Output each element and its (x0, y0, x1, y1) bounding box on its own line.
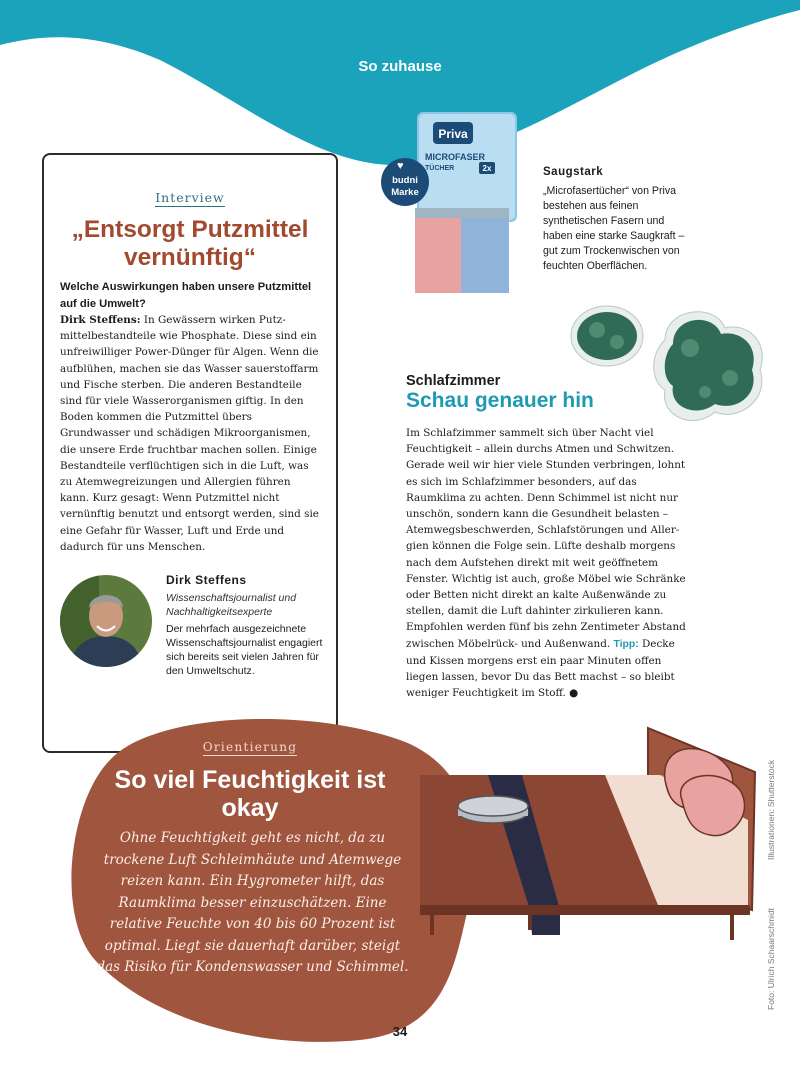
orientation-kicker: Orientierung (202, 740, 298, 754)
interview-headline: „Entsorgt Putzmittel vernünftig“ (71, 216, 309, 271)
answer-speaker: Dirk Steffens: (60, 314, 141, 326)
interview-kicker: Interview (155, 190, 225, 205)
package-count: 2x (482, 164, 492, 173)
product-text: „Microfasertücher“ von Priva bestehen aus feinen synthetischen Fasern und haben eine starke Saugkraft – gut zum Trockenwischen von feuchten Oberflächen. (543, 185, 685, 272)
interview-question: Welche Auswirkungen haben unsere Putzmittel auf die Umwelt? (60, 281, 312, 310)
bedroom-headline: Schau genauer hin (406, 389, 594, 412)
product-title: Saugstark (543, 166, 604, 178)
photo-credit: Foto: Ulrich Schaarschmidt (766, 907, 776, 1010)
section-label: So zuhause (358, 58, 442, 75)
illustration-credit: Illustrationen: Shutterstock (766, 759, 776, 860)
bed-illustration (410, 720, 760, 950)
badge-line2: Marke (391, 187, 419, 198)
package-label: MICROFASER (425, 152, 486, 162)
badge-line1: budni (392, 175, 418, 186)
orientation-headline: So viel Feuchtigkeit ist okay (114, 766, 386, 822)
package-label-sub: TÜCHER (425, 165, 455, 172)
answer-text: In Gewässern wirken Putzmittelbestandteile wie Phosphate. Diese sind ein unfreiwilliger Power-Dünger für Algen. Wenn die aufblühen, machen sie das Wasser sauerstoffarm und Fische sterben. Die anderen Bestandteile sind für viele Wasserorganismen giftig. In den Boden kommen die Putzmittel übers Grundwasser und schädigen Mikroorganismen, die unsere Erde fruchtbar machen sollen. Einige Bestandteile verflüchtigen sich in die Luft, was zu Atemwegreizungen und Allergien führen kann. Kurz gesagt: Wenn Putzmittel nicht vernünftig benutzt und entsorgt werden, sind sie eine Gefahr für Wasser, Luft und Erde und dadurch für uns Menschen. (60, 314, 319, 553)
bio-text: Der mehrfach ausgezeichnete Wissenschaftsjournalist engagiert sich bereits seit vielen Jahren für den Umweltschutz. (166, 623, 323, 677)
bedroom-text: Im Schlafzimmer sammelt sich über Nacht viel Feuchtigkeit – allein durchs Atmen und Schwitzen. Gerade weil wir hier viele Stunden verbringen, lohnt es sich im Schlafzimmer besonders, auf das Raumklima zu achten. Denn Schimmel ist nicht nur unschön, sondern kann die Gesundheit belasten – Atemwegsbeschwerden, Schlafstörungen und Allergien können die Folge sein. Lüfte deshalb morgens nach dem Aufstehen direkt mit weit geöffnetem Fenster. Wichtig ist auch, große Möbel wie Schränke oder Betten nicht direkt an kalte Außenwände zu stellen, damit die Luft dahinter zirkulieren kann. Empfohlen werden fünf bis zehn Zentimeter Abstand zwischen Möbelrück- und Außenwand. (406, 427, 686, 650)
bio-name: Dirk Steffens (166, 573, 247, 587)
bio-role: Wissenschaftsjournalist und Nachhaltigkeitsexperte (166, 592, 297, 618)
heart-icon: ♥ (397, 160, 404, 172)
bedroom-label: Schlafzimmer (406, 373, 501, 389)
orientation-body: Ohne Feuchtigkeit geht es nicht, da zu trockene Luft Schleimhäute und Atemwege reizen kann. Ein Hygrometer hilft, das Raumklima besser einzuschätzen. Eine relative Feuchte von 40 bis 60 Prozent ist optimal. Liegt sie dauerhaft darüber, steigt das Risiko für Kondenswasser und Schimmel. (96, 830, 409, 975)
page-number: 34 (392, 1024, 408, 1039)
package-brand: Priva (438, 127, 468, 141)
tip-label: Tipp: (613, 638, 639, 650)
tip-text: Decke und Kissen morgens erst ein paar Minuten offen liegen lassen, bevor Du das Bett machst – so bleibt weniger Feuchtigkeit im Stoff. ● (406, 637, 675, 700)
